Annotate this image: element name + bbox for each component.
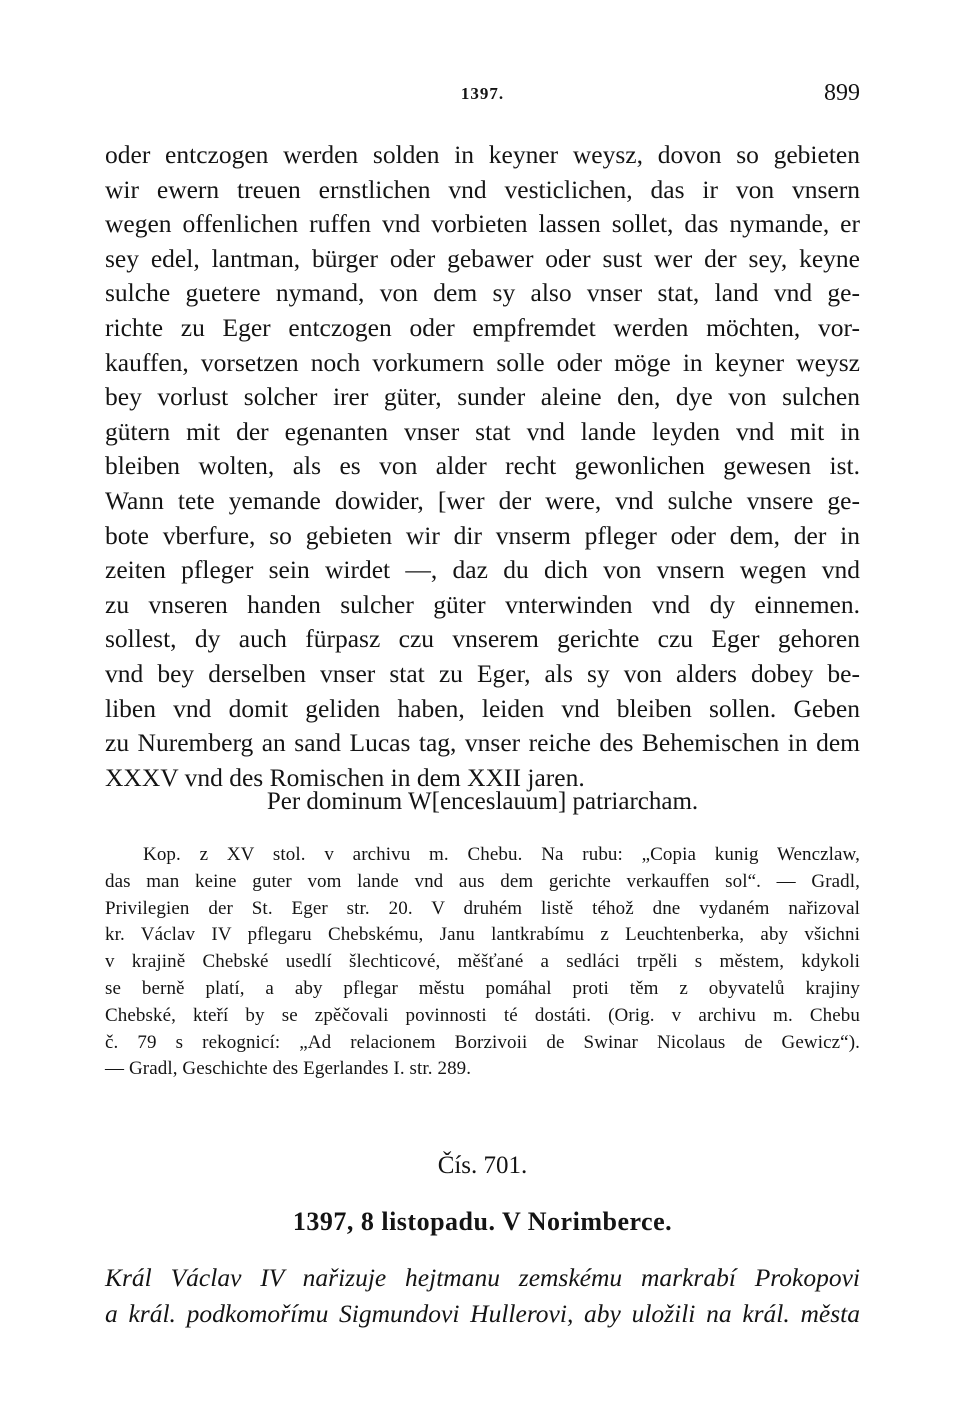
signoff: Per dominum W[enceslauum] patriarcham. [266, 788, 699, 815]
note-line: Kop. z XV stol. v archivu m. Chebu. Na rubu: „Copia kunig Wenczlaw, [143, 844, 860, 865]
text-line: zu Nuremberg an sand Lucas tag, vnser reiche des Behemischen in dem [105, 728, 860, 758]
summary-line: Král Václav IV nařizuje hejtmanu zemskému markrabí Prokopovi [105, 1263, 860, 1292]
text-line: richte zu Eger entczogen oder empfremdet werden möchten, vor- [105, 312, 860, 342]
note-line: v krajině Chebské usedlí šlechticové, měšťané a sedláci trpěli s městem, kdykoli [105, 951, 860, 973]
charter-text [105, 138, 860, 795]
text-line: kauffen, vorsetzen noch vorkumern solle oder möge in keyner weysz [105, 347, 860, 377]
text-line: zu vnseren handen sulcher güter vnterwinden vnd dy einnemen. [105, 589, 860, 619]
text-line: vnd bey derselben vnser stat zu Eger, als sy von alders dobey be- [105, 658, 860, 688]
text-line: XXXV vnd des Romischen in dem XXII jaren. [105, 762, 585, 792]
text-line: sollest, dy auch fürpasz czu vnserem gerichte czu Eger gehoren [105, 624, 860, 654]
page-number: 899 [824, 80, 860, 106]
text-line: sulche guetere nymand, von dem sy also vnser stat, land vnd ge- [105, 278, 860, 308]
document-date-place: 1397, 8 listopadu. V Norimberce. [292, 1207, 673, 1236]
text-line: sey edel, lantman, bürger oder gebawer oder sust wer der sey, keyne [105, 243, 860, 273]
document-summary [105, 1260, 860, 1332]
editorial-note [105, 842, 860, 1083]
document-number: Čís. 701. [437, 1152, 528, 1179]
text-line: bote vberfure, so gebieten wir dir vnserm pfleger oder dem, der in [105, 520, 860, 550]
text-line: wir ewern treuen ernstlichen vnd vesticlichen, das ir von vnsern [105, 174, 860, 204]
running-head [105, 80, 860, 110]
summary-line: a král. podkomořímu Sigmundovi Hullerovi, aby uložili na král. města [105, 1299, 860, 1328]
note-line: kr. Václav IV pflegaru Chebskému, Janu lantkrabímu z Leuchtenberka, aby všichni [105, 924, 860, 946]
text-line: Wann tete yemande dowider, [wer der were, vnd sulche vnsere ge- [105, 485, 860, 515]
note-line: Privilegien der St. Eger str. 20. V druhém listě téhož dne vydaném nařizoval [105, 897, 860, 919]
text-line: bey vorlust solcher irer güter, sunder aleine den, dye von sulchen [105, 382, 860, 412]
note-line: das man keine guter vom lande vnd aus dem gerichte verkauffen sol“. — Gradl, [105, 870, 860, 892]
text-line: oder entczogen werden solden in keyner weysz, dovon so gebieten [105, 140, 860, 169]
note-line: se berně platí, a aby pflegar městu pomáhal proti těm z obyvatelů krajiny [105, 977, 860, 999]
note-line: — Gradl, Geschichte des Egerlandes I. str. 289. [105, 1058, 472, 1080]
text-line: liben vnd domit geliden haben, leiden vnd bleiben sollen. Geben [105, 693, 860, 723]
text-line: gütern mit der egenanten vnser stat vnd lande leyden vnd mit in [105, 416, 860, 446]
note-line: č. 79 s rekognicí: „Ad relacionem Borzivoii de Swinar Nicolaus de Gewicz“). [105, 1031, 860, 1053]
running-year: 1397. [460, 84, 505, 103]
text-line: bleiben wolten, als es von alder recht gewonlichen gewesen ist. [105, 451, 860, 481]
note-line: Chebské, kteří by se zpěčovali povinnosti té dostáti. (Orig. v archivu m. Chebu [105, 1004, 860, 1026]
text-line: wegen offenlichen ruffen vnd vorbieten lassen sollet, das nymande, er [105, 209, 860, 239]
text-line: zeiten pfleger sein wirdet —, daz du dich von vnsern wegen vnd [105, 555, 860, 585]
